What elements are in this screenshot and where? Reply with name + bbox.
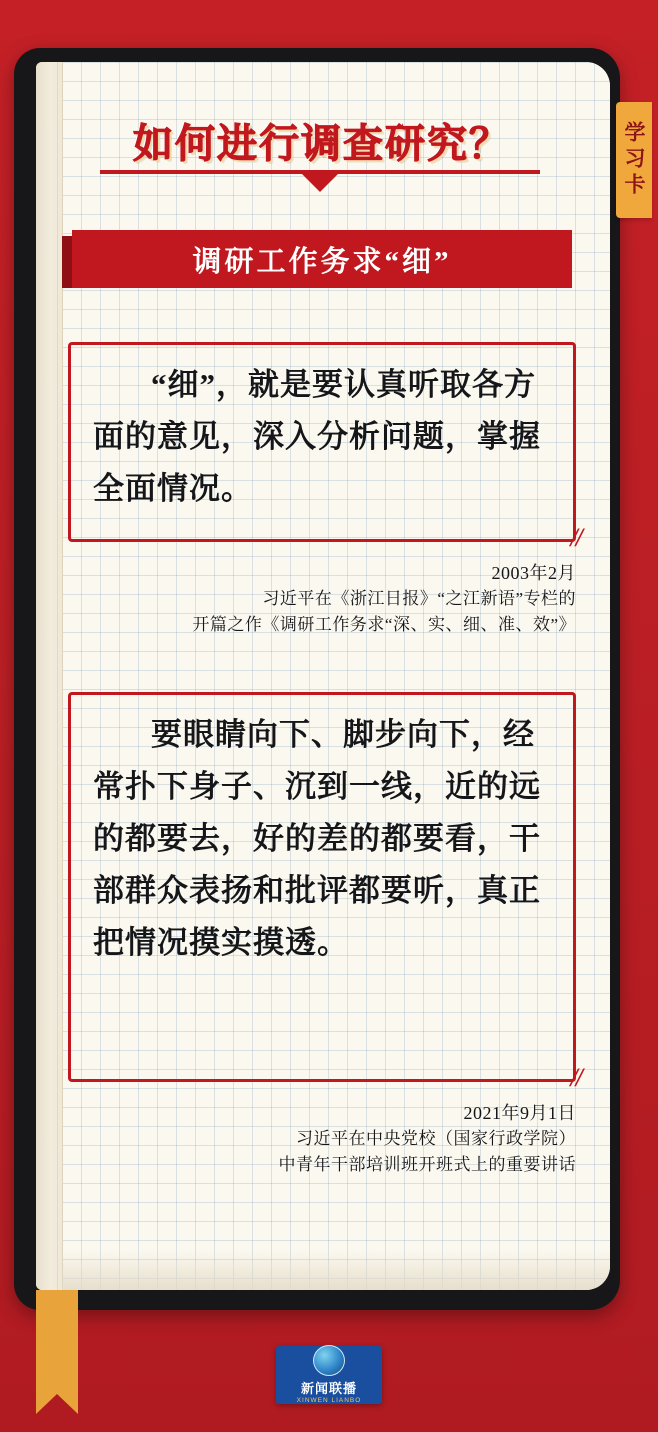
quote-source-line2-1: 开篇之作《调研工作务求“深、实、细、准、效”》: [192, 615, 576, 634]
globe-icon: [313, 1345, 345, 1376]
quote-text-1: “细”，就是要认真听取各方面的意见，深入分析问题，掌握全面情况。: [93, 367, 541, 506]
subtitle-text: 调研工作务求“细”: [192, 245, 452, 278]
arrow-down-icon: [302, 174, 338, 192]
quote-text-2: 要眼睛向下、脚步向下，经常扑下身子、沉到一线，近的远的都要去，好的差的都要看，干部群众表扬和批评都要听，真正把情况摸实摸透。: [93, 717, 541, 960]
bookmark-ribbon: [36, 1290, 78, 1394]
quote-source-line1-1: 习近平在《浙江日报》“之江新语”专栏的: [262, 589, 576, 608]
quote-source-line2-2: 中青年干部培训班开班式上的重要讲话: [278, 1155, 576, 1174]
quote-box-2: [68, 692, 581, 1092]
quote-source-date-1: 2003年2月: [491, 563, 576, 583]
poster-content: [62, 62, 636, 1290]
quote-source-2: [62, 1100, 576, 1178]
quote-marks-2: //: [570, 1063, 581, 1092]
subtitle-banner: [72, 230, 572, 288]
side-tab-label: 学习卡: [622, 121, 646, 199]
channel-logo: [276, 1346, 382, 1404]
notebook-binding: [36, 62, 63, 1290]
quote-source-date-2: 2021年9月1日: [463, 1103, 576, 1123]
quote-source-1: [62, 560, 576, 638]
quote-box-1: [68, 342, 581, 552]
quote-source-line1-2: 习近平在中央党校（国家行政学院）: [296, 1129, 576, 1148]
page-title: 如何进行调查研究？: [133, 121, 511, 166]
side-tab-learning-card: [616, 102, 652, 218]
quote-marks-1: //: [570, 523, 581, 552]
logo-label-en: XINWEN LIANBO: [296, 1397, 362, 1404]
logo-label-cn: 新闻联播: [300, 1381, 357, 1396]
